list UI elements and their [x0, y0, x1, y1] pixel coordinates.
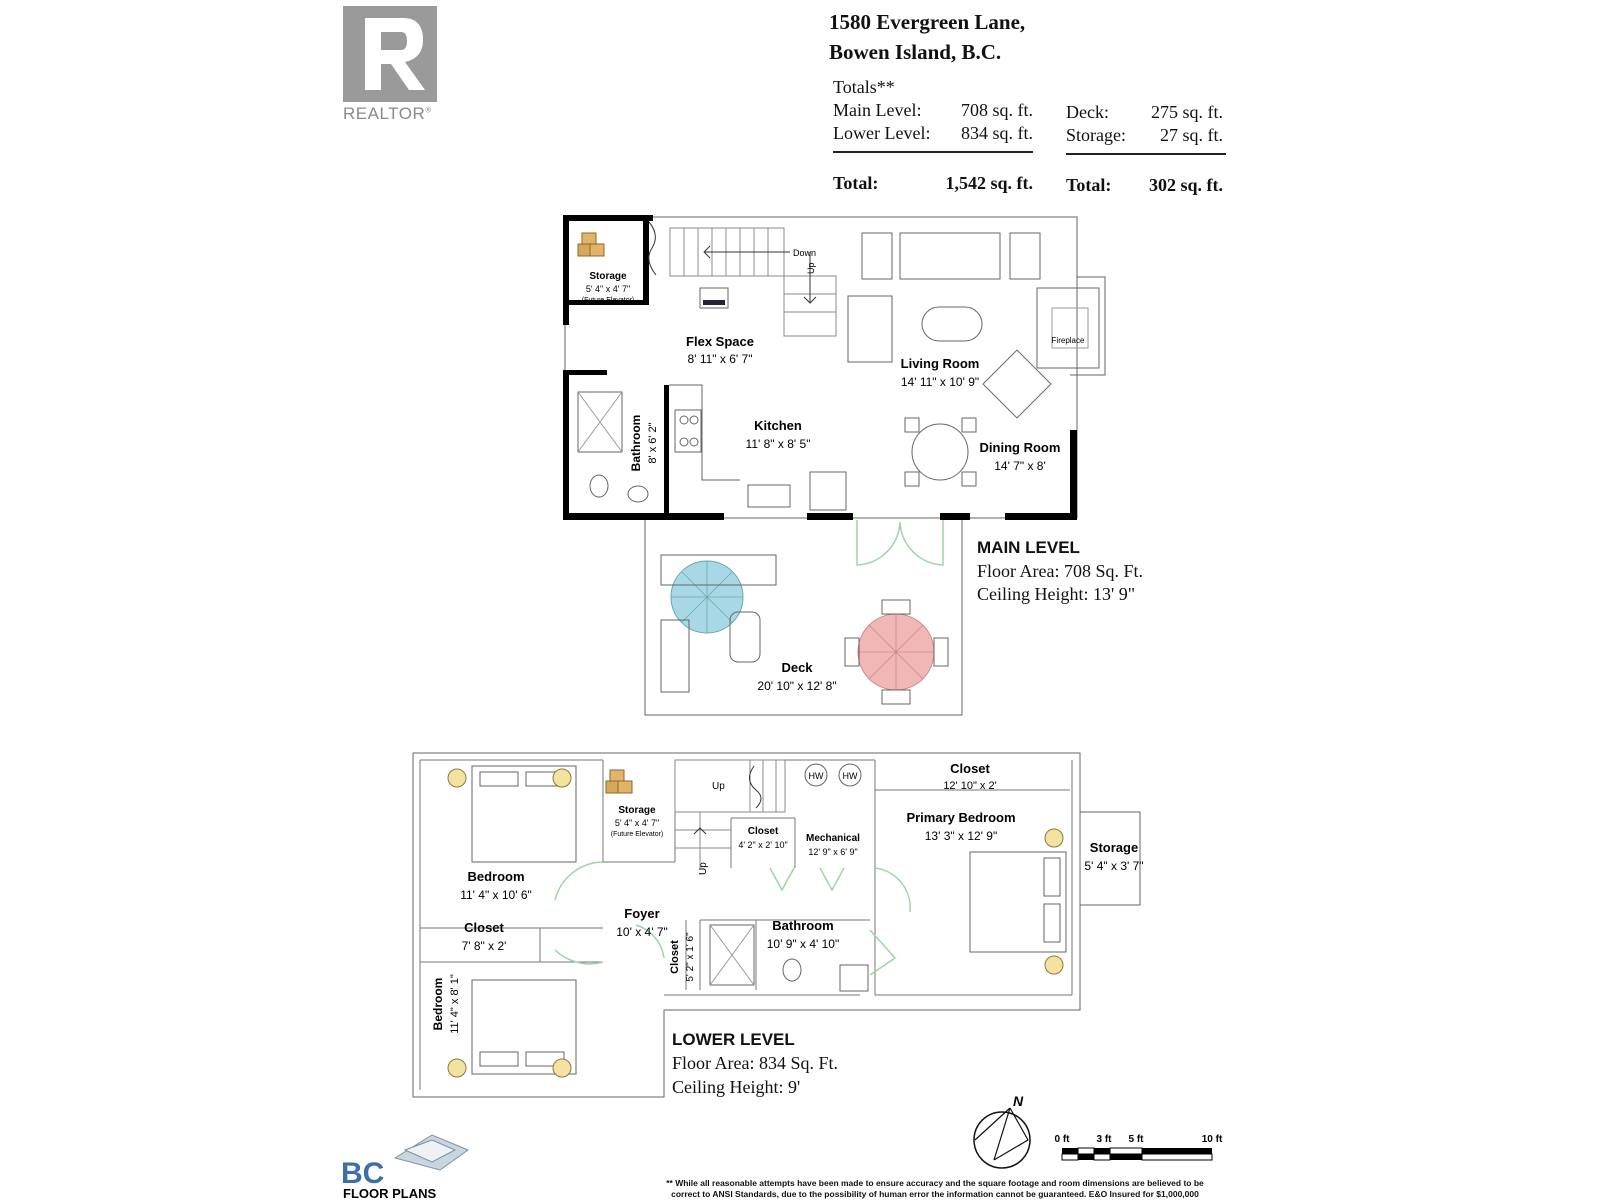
bathroom-main-dims: 8' x 6' 2"	[647, 422, 659, 464]
storage-boxes-lower-icon	[606, 770, 632, 793]
deck-dims: 20' 10" x 12' 8"	[757, 679, 837, 693]
toilet	[590, 475, 608, 497]
lamp-3-icon	[448, 1059, 466, 1077]
foyer-name: Foyer	[624, 906, 660, 921]
foyer-dims: 10' x 4' 7"	[616, 925, 668, 939]
deck-chaise	[661, 620, 689, 692]
dining-room-dims: 14' 7" x 8'	[994, 459, 1046, 473]
scale-label-3: 3 ft	[1096, 1134, 1112, 1145]
lamp-4-icon	[553, 1059, 571, 1077]
deck-value: 275 sq. ft.	[1151, 102, 1223, 122]
storage-value: 27 sq. ft.	[1160, 125, 1223, 145]
lower-toilet	[783, 959, 801, 981]
closet-small-name: Closet	[747, 826, 779, 837]
armchair	[848, 296, 892, 362]
bc-logo-text: BC	[341, 1157, 385, 1190]
lower-level-area: Floor Area: 834 Sq. Ft.	[672, 1053, 839, 1073]
storage-main-name: Storage	[589, 271, 627, 282]
primary-bed	[970, 852, 1066, 952]
main-level-plan	[563, 215, 1105, 715]
compass-north-label: N	[1013, 1093, 1024, 1109]
scale-label-5: 5 ft	[1128, 1134, 1144, 1145]
main-stairs	[649, 222, 836, 336]
right-total-label: Total:	[1066, 175, 1112, 195]
hw-label-2: HW	[842, 771, 858, 781]
closet-top-dims: 12' 10" x 2'	[943, 780, 997, 792]
lamp-1-icon	[448, 769, 466, 787]
left-total-label: Total:	[833, 173, 879, 193]
lower-sink	[840, 965, 868, 991]
living-room-dims: 14' 11" x 10' 9"	[900, 375, 980, 389]
lower-up-label-2: Up	[698, 862, 709, 875]
storage-lower-note: (Future Elevator)	[610, 831, 664, 838]
storage-lower-name: Storage	[618, 805, 656, 816]
lower-up-label-1: Up	[712, 781, 725, 792]
realtor-wordmark: REALTOR®	[343, 104, 432, 123]
deck-door	[857, 520, 943, 565]
stairs-down-label: Down	[793, 248, 817, 258]
deck-label: Deck:	[1066, 102, 1109, 122]
lamp-6-icon	[1045, 956, 1063, 974]
dining-room-name: Dining Room	[979, 440, 1061, 455]
fridge	[810, 472, 846, 510]
disclaimer	[640, 1178, 1230, 1200]
lower-doors	[555, 862, 910, 975]
bathroom-lower-name: Bathroom	[772, 918, 834, 933]
disclaimer-line-1: ** While all reasonable attempts have been made to ensure accuracy and the square footage and room dimensions are believed to be	[666, 1178, 1204, 1188]
closet-small-dims: 4' 2" x 2' 10"	[738, 840, 788, 850]
storage-main-dims: 5' 4" x 4' 7"	[585, 284, 631, 294]
bc-floor-plans-logo	[341, 1135, 468, 1200]
storage-outer-dims: 5' 4" x 3' 7"	[1084, 859, 1144, 873]
hw-label-1: HW	[808, 771, 824, 781]
flex-space-dims: 8' 11" x 6' 7"	[687, 352, 753, 366]
closet-1-dims: 7' 8" x 2'	[461, 939, 507, 953]
storage-label: Storage:	[1066, 125, 1126, 145]
left-total-value: 1,542 sq. ft.	[945, 173, 1033, 193]
storage-outer-name: Storage	[1089, 840, 1139, 855]
primary-bedroom-dims: 13' 3" x 12' 9"	[924, 829, 998, 843]
floor-plans-logo-text: FLOOR PLANS	[343, 1186, 437, 1200]
deck-name: Deck	[781, 660, 813, 675]
compass-icon	[974, 1093, 1030, 1168]
sofa	[900, 233, 1000, 279]
bedroom-1-dims: 11' 4" x 10' 6"	[460, 888, 532, 902]
storage-main-note: (Future Elevator)	[581, 297, 635, 304]
bathroom-lower-dims: 10' 9" x 4' 10"	[766, 937, 840, 951]
lower-stairs	[675, 760, 788, 868]
mechanical-name: Mechanical	[806, 833, 860, 844]
closet-foyer-dims: 5' 2" x 1' 6"	[685, 932, 696, 982]
fireplace	[1037, 288, 1099, 368]
dining-table	[912, 424, 968, 480]
main-level-area: Floor Area: 708 Sq. Ft.	[977, 561, 1144, 581]
lower-level-ceiling: Ceiling Height: 9'	[672, 1077, 801, 1097]
kitchen-name: Kitchen	[754, 418, 802, 433]
cooktop	[675, 410, 701, 452]
lower-level-label: Lower Level:	[833, 123, 931, 143]
tv-cabinet	[862, 233, 892, 279]
closet-foyer-name: Closet	[669, 940, 681, 974]
bedroom-2-dims: 11' 4" x 8' 1"	[449, 974, 461, 1034]
flex-space-name: Flex Space	[686, 334, 754, 349]
storage-boxes-icon	[578, 233, 604, 256]
closet-1-name: Closet	[464, 920, 504, 935]
desk-monitor	[703, 300, 725, 305]
totals-heading: Totals**	[833, 77, 895, 97]
main-level-label: Main Level:	[833, 100, 922, 120]
living-room-name: Living Room	[900, 356, 980, 371]
bedroom-1-name: Bedroom	[467, 869, 525, 884]
closet-top-name: Closet	[950, 761, 990, 776]
lamp-2-icon	[553, 769, 571, 787]
main-level-title: MAIN LEVEL	[977, 538, 1080, 557]
side-table	[1010, 233, 1040, 279]
scale-label-0: 0 ft	[1054, 1134, 1070, 1145]
kitchen-dims: 11' 8" x 8' 5"	[745, 437, 811, 451]
lower-level-value: 834 sq. ft.	[961, 123, 1033, 143]
primary-bedroom-name: Primary Bedroom	[906, 810, 1016, 825]
address-line-2: Bowen Island, B.C.	[829, 40, 1002, 64]
bedroom-2-name: Bedroom	[431, 977, 445, 1031]
coffee-table	[922, 307, 982, 341]
bathroom-sink	[628, 486, 648, 502]
storage-lower-dims: 5' 4" x 4' 7"	[614, 818, 660, 828]
kitchen-sink	[748, 485, 790, 507]
bathroom-main-name: Bathroom	[629, 414, 643, 472]
scale-bar	[1055, 1134, 1223, 1160]
address-line-1: 1580 Evergreen Lane,	[829, 10, 1026, 34]
kitchen-counter	[669, 385, 740, 480]
mechanical-dims: 12' 9" x 6' 9"	[808, 847, 858, 857]
accent-chair	[983, 350, 1051, 418]
stairs-up-label: Up	[806, 262, 816, 274]
right-total-value: 302 sq. ft.	[1148, 175, 1223, 195]
fireplace-label: Fireplace	[1051, 336, 1085, 345]
disclaimer-line-2: correct to ANSI Standards, due to the possibility of human error the information cannot be guaranteed. E&O Insured for $1,000,000	[671, 1189, 1199, 1199]
main-level-ceiling: Ceiling Height: 13' 9"	[977, 584, 1136, 604]
main-level-value: 708 sq. ft.	[961, 100, 1033, 120]
scale-label-10: 10 ft	[1201, 1134, 1223, 1145]
lower-level-title: LOWER LEVEL	[672, 1030, 795, 1049]
lamp-5-icon	[1045, 829, 1063, 847]
